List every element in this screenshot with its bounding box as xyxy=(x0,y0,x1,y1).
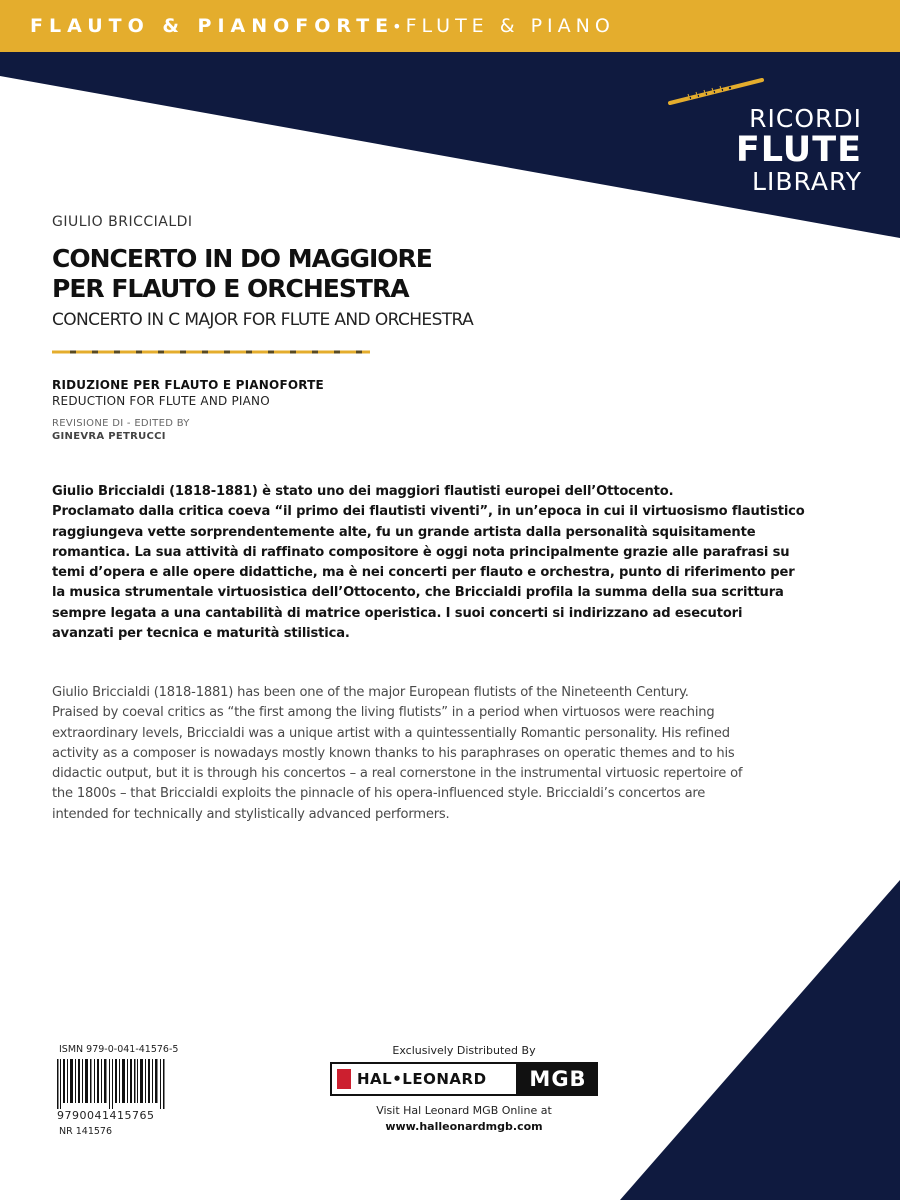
catalogue-number: NR 141576 xyxy=(59,1126,112,1137)
bio-it-line: temi d’opera e alle opere didattiche, ma è nei concerti per flauto e orchestra, punto di riferimento per xyxy=(52,565,795,581)
hal-leonard-box xyxy=(330,1062,518,1096)
composer-name: GIULIO BRICCIALDI xyxy=(52,214,193,230)
bio-it-line: raggiungeva vette sorprendentemente alte, fu un grande artista dalla personalità squisitamente xyxy=(52,524,756,540)
mgb-wordmark: MGB xyxy=(518,1062,598,1096)
barcode-icon xyxy=(57,1059,165,1109)
bio-it-line: romantica. La sua attività di raffinato compositore è oggi nota principalmente grazie alle parafrasi su xyxy=(52,544,790,560)
bio-en-line: extraordinary levels, Briccialdi was a unique artist with a quintessentially Romantic personality. His refined xyxy=(52,725,730,741)
distribution-label: Exclusively Distributed By xyxy=(392,1044,536,1057)
bio-it-line: Giulio Briccialdi (1818-1881) è stato uno dei maggiori flautisti europei dell’Ottocento. xyxy=(52,484,674,499)
bio-it-line: avanzati per tecnica e maturità stilistica. xyxy=(52,626,350,642)
hal-leonard-icon xyxy=(337,1069,351,1089)
revision-editor: GINEVRA PETRUCCI xyxy=(52,431,166,442)
reduction-english: REDUCTION FOR FLUTE AND PIANO xyxy=(52,394,270,408)
ricordi-flute-library-logo xyxy=(736,106,862,195)
flute-divider xyxy=(52,349,370,355)
brand-line-1: RICORDI xyxy=(749,104,862,133)
flute-icon xyxy=(668,76,764,106)
series-italian: FLAUTO & PIANOFORTE xyxy=(30,15,395,37)
hal-leonard-wordmark: HAL•LEONARD xyxy=(357,1070,487,1088)
bio-en-line: intended for technically and stylistically advanced performers. xyxy=(52,806,450,822)
bio-en-line: activity as a composer is nowadays mostly known thanks to his paraphrases on operatic themes and to his xyxy=(52,745,735,761)
title-italian-line-1: CONCERTO IN DO MAGGIORE xyxy=(52,244,432,273)
title-italian xyxy=(52,244,432,304)
series-english: FLUTE & PIANO xyxy=(405,15,615,37)
bio-en-line: Praised by coeval critics as “the first among the living flutists” in a period when virtuosos were reaching xyxy=(52,705,715,721)
revision-label: REVISIONE DI - EDITED BY xyxy=(52,418,190,429)
website-url: www.halleonardmgb.com xyxy=(385,1120,543,1133)
visit-label: Visit Hal Leonard MGB Online at xyxy=(376,1104,552,1117)
series-separator: • xyxy=(392,16,402,36)
barcode-digits: 9790041415765 xyxy=(57,1109,155,1122)
series-bar xyxy=(0,0,900,52)
ismn-number: ISMN 979-0-041-41576-5 xyxy=(59,1044,179,1055)
hal-leonard-mgb-logo xyxy=(330,1062,598,1096)
title-italian-line-2: PER FLAUTO E ORCHESTRA xyxy=(52,274,409,303)
bio-it-line: la musica strumentale virtuosistica dell’Ottocento, che Briccialdi profila la summa della sua scrittura xyxy=(52,585,784,601)
biography-italian xyxy=(52,482,850,644)
bio-en-line: Giulio Briccialdi (1818-1881) has been one of the major European flutists of the Nineteenth Century. xyxy=(52,685,689,700)
reduction-italian: RIDUZIONE PER FLAUTO E PIANOFORTE xyxy=(52,378,324,392)
bio-en-line: the 1800s – that Briccialdi exploits the pinnacle of his opera-influenced style. Briccialdi’s concertos are xyxy=(52,786,706,802)
title-english: CONCERTO IN C MAJOR FOR FLUTE AND ORCHESTRA xyxy=(52,310,474,330)
bio-en-line: didactic output, but it is through his concertos – a real cornerstone in the instrumental virtuosic repertoire of xyxy=(52,766,743,782)
bio-it-line: Proclamato dalla critica coeva “il primo dei flautisti viventi”, in un’epoca in cui il virtuosismo flautistico xyxy=(52,504,805,520)
bio-it-line: sempre legata a una cantabilità di matrice operistica. I suoi concerti si indirizzano ad esecutori xyxy=(52,605,743,621)
brand-line-3: LIBRARY xyxy=(752,167,862,196)
biography-english xyxy=(52,683,850,825)
brand-line-2: FLUTE xyxy=(735,130,862,171)
